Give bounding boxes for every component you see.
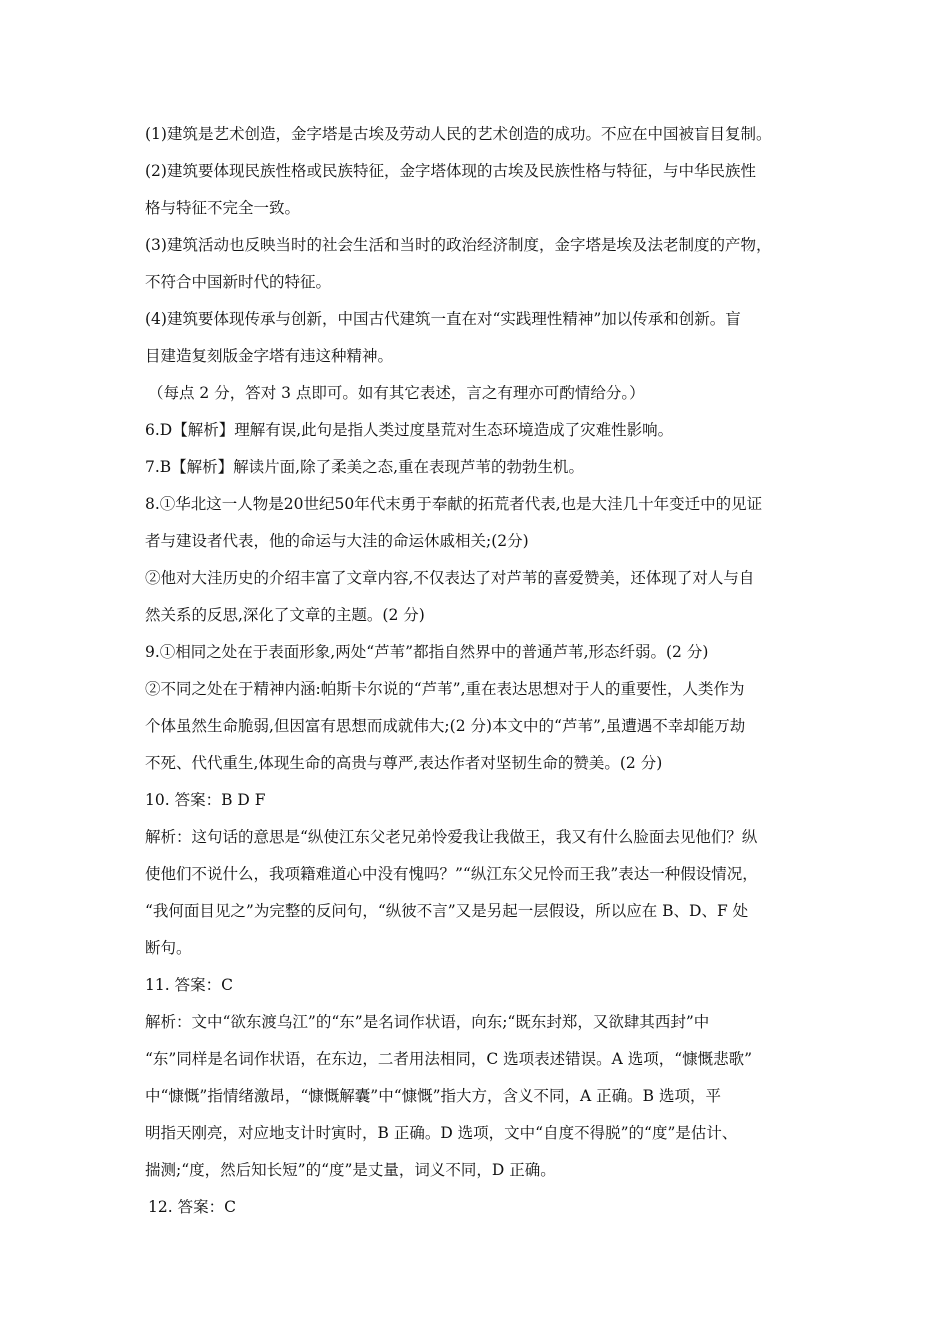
answer-9-point-1: 9.①相同之处在于表面形象,两处“芦苇”都指自然界中的普通芦苇,形态纤弱。(2 分) [145, 643, 709, 661]
answer-7: 7.B【解析】解读片面,除了柔美之态,重在表现芦苇的勃勃生机。 [145, 458, 585, 476]
answer-5-point-2: (2)建筑要体现民族性格或民族特征，金字塔体现的古埃及民族性格与特征，与中华民族性 [145, 162, 756, 180]
answer-9-point-2-cont2: 不死、代代重生,体现生命的高贵与尊严,表达作者对坚韧生命的赞美。(2 分) [145, 754, 663, 772]
answer-9-point-2: ②不同之处在于精神内涵:帕斯卡尔说的“芦苇”,重在表达思想对于人的重要性，人类作为 [145, 680, 745, 698]
answer-6: 6.D【解析】理解有误,此句是指人类过度垦荒对生态环境造成了灾难性影响。 [145, 421, 674, 439]
answer-9-point-2-cont: 个体虽然生命脆弱,但因富有思想而成就伟大;(2 分)本文中的“芦苇”,虽遭遇不幸却能万劫 [145, 717, 746, 735]
answer-11-analysis: 解析：文中“欲东渡乌江”的“东”是名词作状语，向东;“既东封郑，又欲肆其西封”中 [145, 1013, 710, 1031]
answer-8-point-1: 8.①华北这一人物是20世纪50年代末勇于奉献的拓荒者代表,也是大洼几十年变迁中的见证 [145, 495, 763, 513]
answer-11-analysis-cont: “东”同样是名词作状语，在东边，二者用法相同，C 选项表述错误。A 选项，“慷慨悲歌” [145, 1050, 753, 1068]
answer-5-point-4-cont: 目建造复刻版金字塔有违这种精神。 [145, 347, 394, 365]
answer-5-point-3: (3)建筑活动也反映当时的社会生活和当时的政治经济制度，金字塔是埃及法老制度的产物， [145, 236, 772, 254]
answer-11-heading: 11. 答案：C [145, 976, 233, 994]
answer-12-heading: 12. 答案：C [148, 1198, 236, 1216]
answer-5-point-4: (4)建筑要体现传承与创新，中国古代建筑一直在对“实践理性精神”加以传承和创新。盲 [145, 310, 741, 328]
answer-11-analysis-cont3: 明指天刚亮，对应地支计时寅时，B 正确。D 选项，文中“自度不得脱”的“度”是估计、 [145, 1124, 738, 1142]
answer-11-analysis-cont4: 揣测;“度，然后知长短”的“度”是丈量，词义不同，D 正确。 [145, 1161, 556, 1179]
answer-10-analysis-cont3: 断句。 [145, 939, 192, 957]
answer-5-point-1: (1)建筑是艺术创造，金字塔是古埃及劳动人民的艺术创造的成功。不应在中国被盲目复制。 [145, 125, 772, 143]
answer-10-analysis-cont: 使他们不说什么，我项籍难道心中没有愧吗？”“纵江东父兄怜而王我”表达一种假设情况， [145, 865, 758, 883]
answer-5-point-2-cont: 格与特征不完全一致。 [145, 199, 301, 217]
answer-5-scoring-note: （每点 2 分，答对 3 点即可。如有其它表述，言之有理亦可酌情给分。） [148, 384, 645, 402]
answer-8-point-1-cont: 者与建设者代表，他的命运与大洼的命运休戚相关;(2分) [145, 532, 529, 550]
answer-10-heading: 10. 答案：B D F [145, 791, 266, 809]
answer-11-analysis-cont2: 中“慷慨”指情绪激昂，“慷慨解囊”中“慷慨”指大方，含义不同，A 正确。B 选项，平 [145, 1087, 721, 1105]
answer-10-analysis: 解析：这句话的意思是“纵使江东父老兄弟怜爱我让我做王，我又有什么脸面去见他们？纵 [145, 828, 758, 846]
answer-8-point-2-cont: 然关系的反思,深化了文章的主题。(2 分) [145, 606, 425, 624]
answer-5-point-3-cont: 不符合中国新时代的特征。 [145, 273, 332, 291]
answer-8-point-2: ②他对大洼历史的介绍丰富了文章内容,不仅表达了对芦苇的喜爱赞美，还体现了对人与自 [145, 569, 755, 587]
answer-10-analysis-cont2: “我何面目见之”为完整的反问句，“纵彼不言”又是另起一层假设，所以应在 B、D、F 处 [145, 902, 749, 920]
